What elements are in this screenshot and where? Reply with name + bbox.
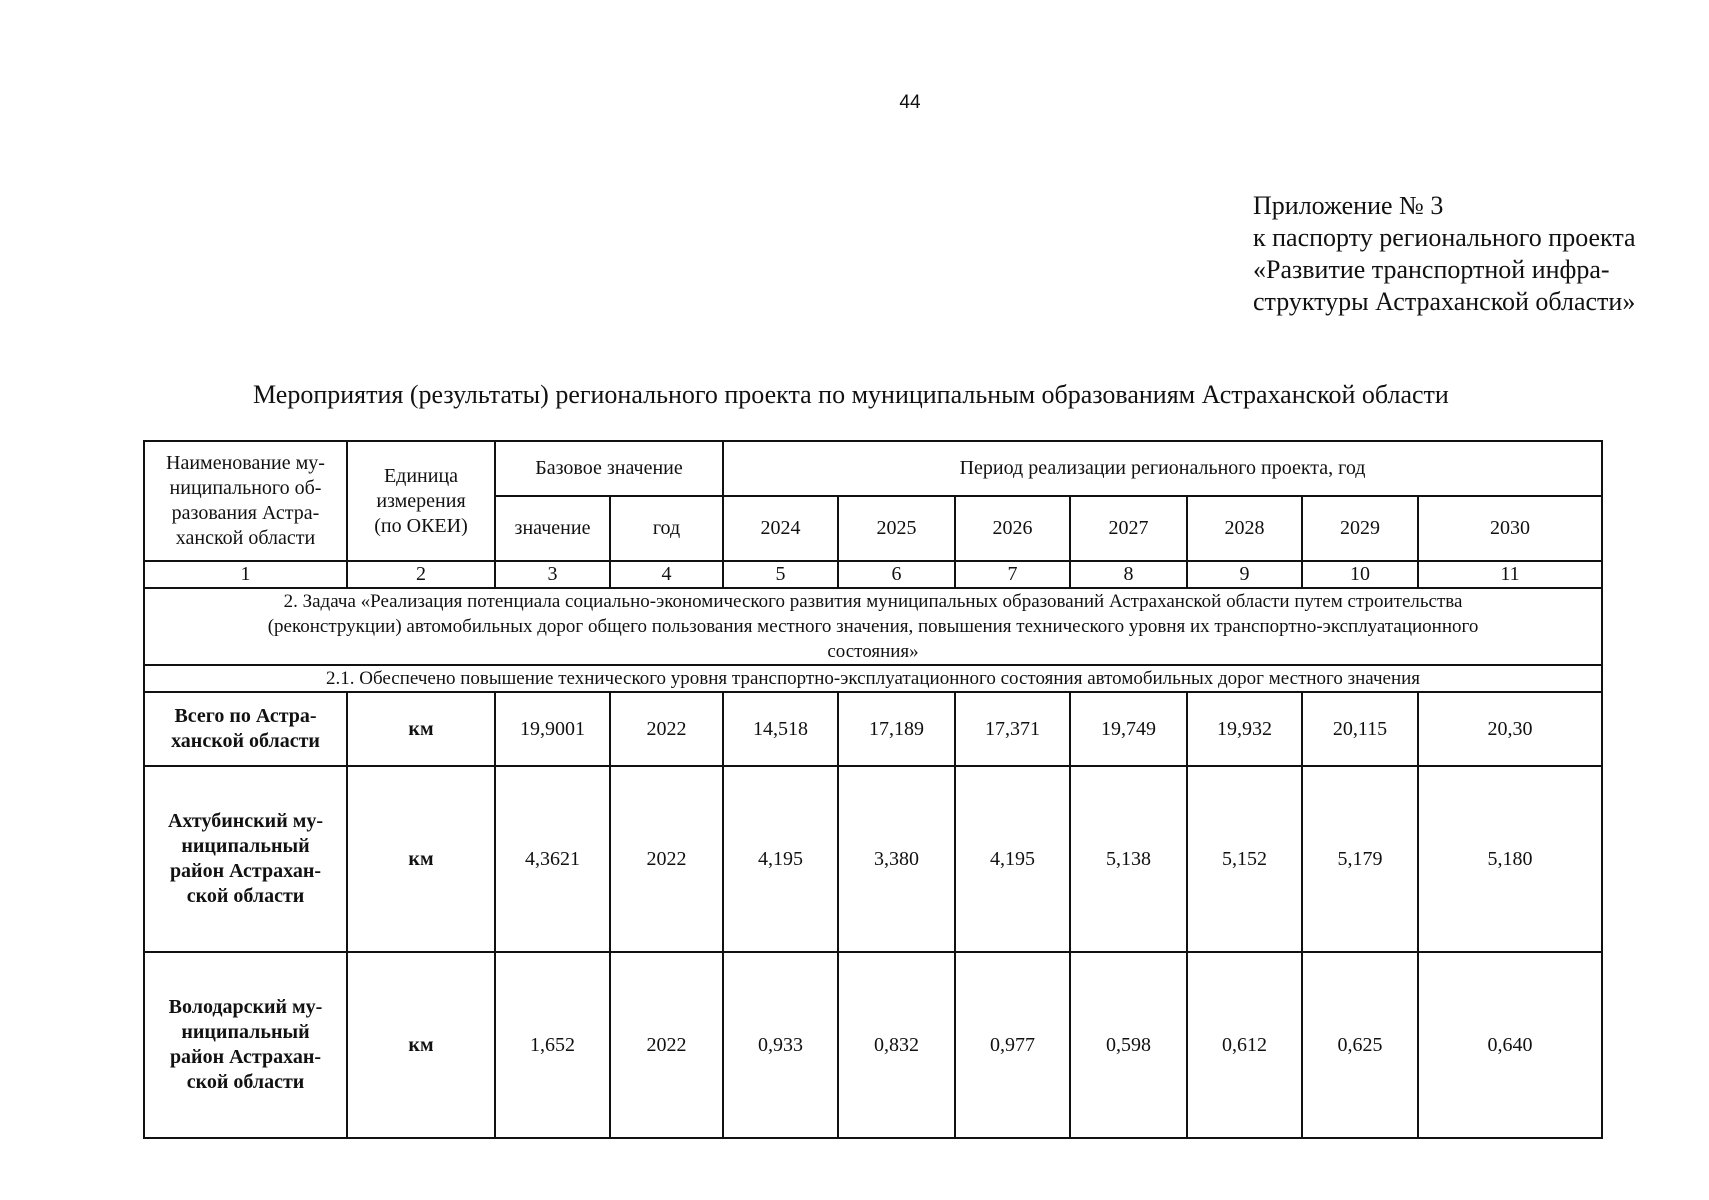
document-title: Мероприятия (результаты) регионального проекта по муниципальным образованиям Астраханской области	[253, 380, 1449, 409]
column-number: 4	[610, 561, 723, 588]
header-year: 2027	[1070, 496, 1187, 561]
row-value: 0,933	[723, 952, 838, 1138]
row-name: Ахтубинский му- ниципальный район Астрахан- ской области	[144, 766, 347, 952]
subtask-heading: 2.1. Обеспечено повышение технического уровня транспортно-эксплуатационного состояния автомобильных дорог местного значения	[144, 665, 1602, 692]
appendix-line: Приложение № 3	[1253, 191, 1444, 220]
column-number: 11	[1418, 561, 1602, 588]
header-year: 2029	[1302, 496, 1418, 561]
column-number: 9	[1187, 561, 1302, 588]
header-year: 2024	[723, 496, 838, 561]
appendix-note	[1253, 190, 1636, 318]
row-value: 0,612	[1187, 952, 1302, 1138]
column-number: 3	[495, 561, 610, 588]
row-base-value: 19,9001	[495, 692, 610, 766]
header-year: 2026	[955, 496, 1070, 561]
page-number: 44	[899, 92, 921, 113]
row-base-value: 1,652	[495, 952, 610, 1138]
row-value: 5,152	[1187, 766, 1302, 952]
row-value: 14,518	[723, 692, 838, 766]
appendix-line: «Развитие транспортной инфра-	[1253, 255, 1610, 284]
row-value: 3,380	[838, 766, 955, 952]
row-value: 4,195	[955, 766, 1070, 952]
results-table	[143, 440, 1603, 1139]
appendix-line: к паспорту регионального проекта	[1253, 223, 1636, 252]
row-value: 5,180	[1418, 766, 1602, 952]
row-unit: км	[347, 952, 495, 1138]
header-year: 2030	[1418, 496, 1602, 561]
row-value: 17,371	[955, 692, 1070, 766]
header-name: Наименование му- ниципального об- разования Астра- ханской области	[144, 441, 347, 561]
row-value: 0,977	[955, 952, 1070, 1138]
column-number: 5	[723, 561, 838, 588]
row-base-year: 2022	[610, 692, 723, 766]
appendix-line: структуры Астраханской области»	[1253, 287, 1636, 316]
row-value: 17,189	[838, 692, 955, 766]
row-unit: км	[347, 766, 495, 952]
table-row	[144, 952, 1602, 1138]
column-number: 2	[347, 561, 495, 588]
row-name: Володарский му- ниципальный район Астрахан- ской области	[144, 952, 347, 1138]
header-year: 2025	[838, 496, 955, 561]
row-base-value: 4,3621	[495, 766, 610, 952]
row-base-year: 2022	[610, 766, 723, 952]
column-number: 1	[144, 561, 347, 588]
row-value: 0,832	[838, 952, 955, 1138]
header-base-value: значение	[495, 496, 610, 561]
row-value: 5,179	[1302, 766, 1418, 952]
column-number: 7	[955, 561, 1070, 588]
row-value: 19,749	[1070, 692, 1187, 766]
header-unit: Единица измерения (по ОКЕИ)	[347, 441, 495, 561]
column-number: 6	[838, 561, 955, 588]
row-value: 4,195	[723, 766, 838, 952]
task-heading: 2. Задача «Реализация потенциала социально-экономического развития муниципальных образований Астраханской области путем строительства (реконструкции) автомобильных дорог общего пользования местного значения, повышения технического уровня их транспортно-эксплуатационного состояния»	[144, 588, 1602, 665]
row-name: Всего по Астра- ханской области	[144, 692, 347, 766]
row-value: 5,138	[1070, 766, 1187, 952]
row-value: 20,30	[1418, 692, 1602, 766]
column-number: 8	[1070, 561, 1187, 588]
row-unit: км	[347, 692, 495, 766]
column-number: 10	[1302, 561, 1418, 588]
row-value: 0,598	[1070, 952, 1187, 1138]
row-value: 20,115	[1302, 692, 1418, 766]
table-row	[144, 692, 1602, 766]
row-value: 0,640	[1418, 952, 1602, 1138]
header-year: 2028	[1187, 496, 1302, 561]
row-value: 19,932	[1187, 692, 1302, 766]
table-row	[144, 766, 1602, 952]
header-base-year: год	[610, 496, 723, 561]
row-base-year: 2022	[610, 952, 723, 1138]
row-value: 0,625	[1302, 952, 1418, 1138]
header-period: Период реализации регионального проекта, год	[723, 441, 1602, 496]
header-base: Базовое значение	[495, 441, 723, 496]
